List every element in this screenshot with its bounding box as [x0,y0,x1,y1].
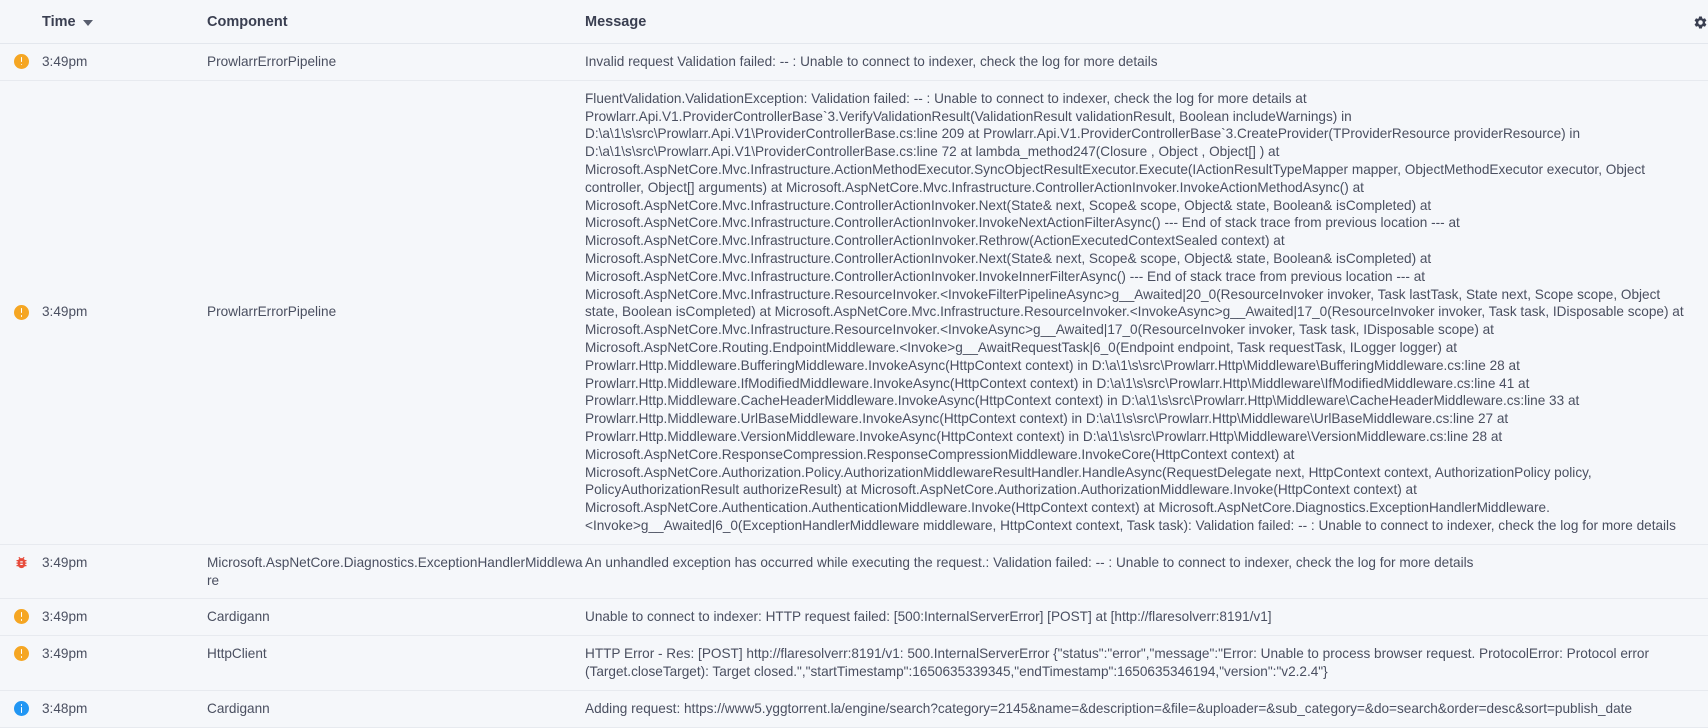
chevron-down-icon [83,20,93,26]
gear-icon[interactable] [1663,15,1708,30]
log-level-cell [0,544,42,599]
log-time-cell: 3:49pm [42,304,88,320]
column-header-settings[interactable] [1663,0,1708,44]
log-level-cell [0,636,42,691]
log-time-cell: 3:49pm [42,609,88,625]
warning-icon [14,54,29,69]
bug-icon [14,555,29,570]
log-level-cell [0,44,42,81]
log-time-cell: 3:49pm [42,554,88,570]
table-row[interactable] [0,544,1708,599]
log-message-cell: Invalid request Validation failed: -- : Unable to connect to indexer, check the log for more details [585,54,1158,69]
log-component-cell: ProwlarrErrorPipeline [207,54,337,69]
table-row[interactable] [0,80,1708,544]
column-header-component[interactable]: Component [207,0,585,44]
column-header-time-label: Time [42,14,76,30]
log-level-cell [0,80,42,544]
header-row [0,0,1708,44]
log-table-header [0,0,1708,44]
log-time-cell: 3:48pm [42,700,88,716]
log-component-cell: Cardigann [207,700,270,716]
log-message-cell: FluentValidation.ValidationException: Validation failed: -- : Unable to connect to indexer, check the log for more details at Prowlarr.Api.V1.ProviderControllerBase`3.VerifyValidationResult(ValidationResult validationResult, Boolean includeWarnings) in D:\a\1\s\src\Prowlarr.Api.V1\ProviderControllerBase.cs:line 209 at Prowlarr.Api.V1.ProviderControllerBase`3.CreateProvider(TProviderResource providerResource) in D:\a\1\s\src\Prowlarr.Api.V1\ProviderControllerBase.cs:line 72 at lambda_method247(Closure , Object , Object[] ) at Microsoft.AspNetCore.Mvc.Infrastructure.ActionMethodExecutor.SyncObjectResultExecutor.Execute(IActionResultTypeMapper mapper, ObjectMethodExecutor executor, Object controller, Object[] arguments) at Microsoft.AspNetCore.Mvc.Infrastructure.ControllerActionInvoker.InvokeActionMethodAsync() at Microsoft.AspNetCore.Mvc.Infrastructure.ControllerActionInvoker.Next(State& next, Scope& scope, Object& state, Boolean& isCompleted) at Microsoft.AspNetCore.Mvc.Infrastructure.ControllerActionInvoker.InvokeNextActionFilterAsync() --- End of stack trace from previous location --- at Microsoft.AspNetCore.Mvc.Infrastructure.ControllerActionInvoker.Rethrow(ActionExecutedContextSealed context) at Microsoft.AspNetCore.Mvc.Infrastructure.ControllerActionInvoker.Next(State& next, Scope& scope, Object& state, Boolean& isCompleted) at Microsoft.AspNetCore.Mvc.Infrastructure.ControllerActionInvoker.InvokeInnerFilterAsync() --- End of stack trace from previous location --- at Microsoft.AspNetCore.Mvc.Infrastructure.ResourceInvoker.<InvokeFilterPipelineAsync>g__Awaited|20_0(ResourceInvoker invoker, Task lastTask, State next, Scope scope, Object state, Boolean isCompleted) at Microsoft.AspNetCore.Mvc.Infrastructure.ResourceInvoker.<InvokeAsync>g__Awaited|17_0(ResourceInvoker invoker, Task task, IDisposable scope) at Microsoft.AspNetCore.Mvc.Infrastructure.ResourceInvoker.<InvokeAsync>g__Awaited|17_0(ResourceInvoker invoker, Task task, IDisposable scope) at Microsoft.AspNetCore.Routing.EndpointMiddleware.<Invoke>g__AwaitRequestTask|6_0(Endpoint endpoint, Task requestTask, ILogger logger) at Prowlarr.Http.Middleware.BufferingMiddleware.InvokeAsync(HttpContext context) in D:\a\1\s\src\Prowlarr.Http\Middleware\BufferingMiddleware.cs:line 28 at Prowlarr.Http.Middleware.IfModifiedMiddleware.InvokeAsync(HttpContext context) in D:\a\1\s\src\Prowlarr.Http\Middleware\IfModifiedMiddleware.cs:line 41 at Prowlarr.Http.Middleware.CacheHeaderMiddleware.InvokeAsync(HttpContext context) in D:\a\1\s\src\Prowlarr.Http\Middleware\CacheHeaderMiddleware.cs:line 33 at Prowlarr.Http.Middleware.UrlBaseMiddleware.InvokeAsync(HttpContext context) in D:\a\1\s\src\Prowlarr.Http\Middleware\UrlBaseMiddleware.cs:line 27 at Prowlarr.Http.Middleware.VersionMiddleware.InvokeAsync(HttpContext context) in D:\a\1\s\src\Prowlarr.Http\Middleware\VersionMiddleware.cs:line 28 at Microsoft.AspNetCore.ResponseCompression.ResponseCompressionMiddleware.InvokeCore(HttpContext context) at Microsoft.AspNetCore.Authorization.Policy.AuthorizationMiddlewareResultHandler.HandleAsync(RequestDelegate next, HttpContext context, AuthorizationPolicy policy, PolicyAuthorizationResult authorizeResult) at Microsoft.AspNetCore.Authorization.AuthorizationMiddleware.Invoke(HttpContext context) at Microsoft.AspNetCore.Authentication.AuthenticationMiddleware.Invoke(HttpContext context) at Microsoft.AspNetCore.Diagnostics.ExceptionHandlerMiddleware.<Invoke>g__Awaited|6_0(ExceptionHandlerMiddleware middleware, HttpContext context, Task task): Validation failed: -- : Unable to connect to indexer, check the log for more details [585,90,1684,533]
table-row[interactable] [0,44,1708,81]
log-message-cell: Unable to connect to indexer: HTTP request failed: [500:InternalServerError] [POST] at [http://flaresolverr:8191/v1] [585,609,1272,625]
log-message-cell: An unhandled exception has occurred while executing the request.: Validation failed: -- : Unable to connect to indexer, check the log for more details [585,554,1474,570]
column-header-time[interactable] [42,0,207,44]
warning-icon [14,305,29,320]
table-row[interactable] [0,636,1708,691]
log-message-cell: Adding request: https://www5.yggtorrent.la/engine/search?category=2145&name=&description=&file=&uploader=&sub_category=&do=search&order=desc&sort=publish_date [585,700,1633,716]
column-header-level[interactable] [0,0,42,44]
column-header-message[interactable]: Message [585,0,1663,44]
log-component-cell: ProwlarrErrorPipeline [207,304,337,320]
log-level-cell [0,690,42,727]
log-time-cell: 3:49pm [42,646,88,662]
log-time-cell: 3:49pm [42,54,88,69]
log-component-cell: HttpClient [207,646,267,662]
info-icon [14,701,29,716]
log-level-cell [0,599,42,636]
log-component-cell: Cardigann [207,609,270,625]
table-row[interactable] [0,599,1708,636]
warning-icon [14,609,29,624]
table-row[interactable] [0,690,1708,727]
log-table-body [0,44,1708,728]
log-component-cell: Microsoft.AspNetCore.Diagnostics.ExceptionHandlerMiddleware [207,554,583,588]
warning-icon [14,646,29,661]
log-message-cell: HTTP Error - Res: [POST] http://flaresolverr:8191/v1: 500.InternalServerError {"status":"error","message":"Error: Unable to process browser request. ProtocolError: Protocol error (Target.closeTarget): Target closed.","startTimestamp":1650635339345,"endTimestamp":1650635346194,"version":"v2.2.4"} [585,646,1650,679]
